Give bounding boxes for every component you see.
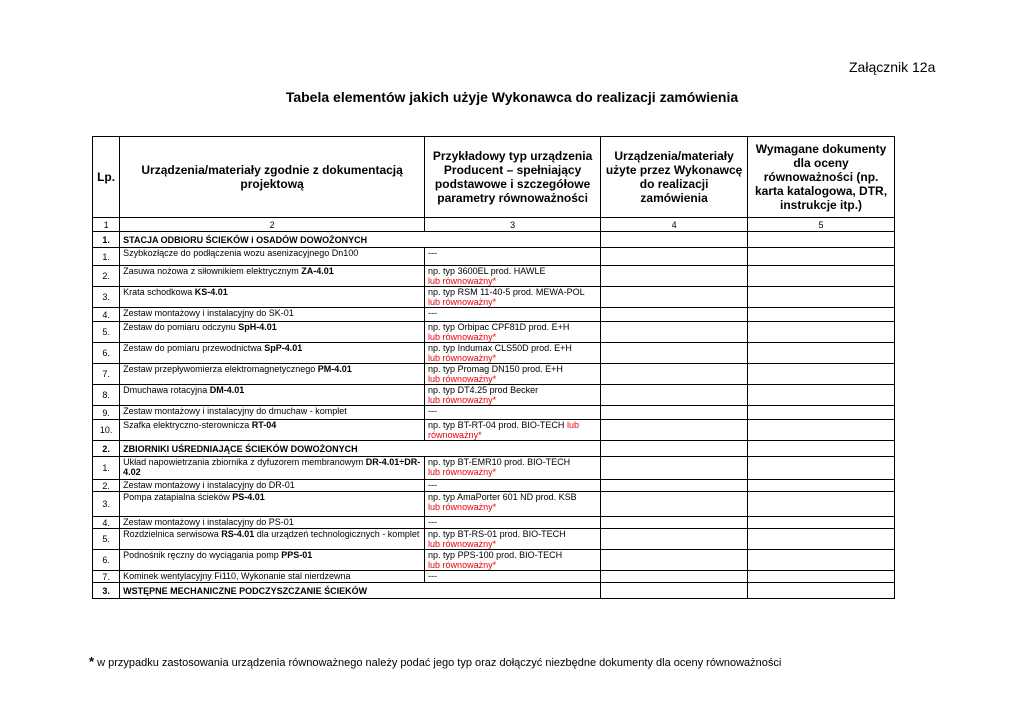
device-name: Podnośnik ręczny do wyciągania pomp	[123, 550, 282, 560]
example-type-cell	[425, 492, 601, 517]
contractor-device-cell[interactable]	[601, 287, 748, 308]
row-number: 3.	[93, 583, 120, 599]
device-symbol: ZA-4.01	[301, 266, 334, 276]
section-title: WSTĘPNE MECHANICZNE PODCZYSZCZANIE ŚCIEKÓW	[120, 583, 601, 599]
documents-cell[interactable]	[748, 287, 895, 308]
table-row	[93, 492, 895, 517]
row-number: 9.	[93, 406, 120, 420]
example-type-cell	[425, 480, 601, 492]
contractor-device-cell[interactable]	[601, 492, 748, 517]
row-number: 6.	[93, 550, 120, 571]
device-symbol: RS-4.01	[221, 529, 255, 539]
device-name: Układ napowietrzania zbiornika z dyfuzorem membranowym	[123, 457, 366, 467]
example-type-cell	[425, 308, 601, 322]
device-name: Szybkozłącze do podłączenia wozu asenizacyjnego Dn100	[123, 248, 359, 258]
documents-cell[interactable]	[748, 517, 895, 529]
table-row	[93, 529, 895, 550]
contractor-device-cell[interactable]	[601, 266, 748, 287]
documents-cell[interactable]	[748, 232, 895, 248]
row-number: 7.	[93, 571, 120, 583]
row-number: 7.	[93, 364, 120, 385]
device-description	[120, 457, 425, 480]
device-symbol: PPS-01	[281, 550, 313, 560]
column-number: 5	[748, 218, 895, 232]
contractor-device-cell[interactable]	[601, 457, 748, 480]
documents-cell[interactable]	[748, 571, 895, 583]
header-lp: Lp.	[93, 137, 120, 218]
device-symbol: DR-4.01÷DR-4.02	[123, 457, 421, 477]
example-type: ---	[428, 571, 438, 581]
device-symbol: SpH-4.01	[238, 322, 277, 332]
equivalent-note: lub równoważny*	[428, 332, 497, 342]
row-number: 2.	[93, 480, 120, 492]
equivalent-note: lub równoważny*	[428, 539, 497, 549]
contractor-device-cell[interactable]	[601, 248, 748, 266]
documents-cell[interactable]	[748, 322, 895, 343]
documents-cell[interactable]	[748, 266, 895, 287]
device-description	[120, 480, 425, 492]
annex-label: Załącznik 12a	[849, 59, 936, 75]
device-name: Krata schodkowa	[123, 287, 195, 297]
table-header-row	[93, 137, 895, 218]
header-design-devices: Urządzenia/materiały zgodnie z dokumentacją projektową	[120, 137, 425, 218]
device-name: Zestaw montażowy i instalacyjny do PS-01	[123, 517, 294, 527]
example-type: np. typ PPS-100 prod. BIO-TECH	[428, 550, 563, 560]
example-type: np. typ BT-RS-01 prod. BIO-TECH	[428, 529, 566, 539]
contractor-device-cell[interactable]	[601, 480, 748, 492]
equivalent-note: lub równoważny*	[428, 502, 497, 512]
row-number: 4.	[93, 308, 120, 322]
contractor-device-cell[interactable]	[601, 517, 748, 529]
example-type: ---	[428, 480, 438, 490]
elements-table	[92, 136, 895, 599]
example-type: np. typ BT-RT-04 prod. BIO-TECH	[428, 420, 565, 430]
example-type-cell	[425, 287, 601, 308]
contractor-device-cell[interactable]	[601, 343, 748, 364]
example-type: np. typ 3600EL prod. HAWLE	[428, 266, 546, 276]
device-description	[120, 406, 425, 420]
documents-cell[interactable]	[748, 457, 895, 480]
row-number: 6.	[93, 343, 120, 364]
footnote-text: w przypadku zastosowania urządzenia równoważnego należy podać jego typ oraz dołączyć niezbędne dokumenty dla oceny równoważności	[94, 657, 782, 669]
example-type-cell	[425, 266, 601, 287]
documents-cell[interactable]	[748, 343, 895, 364]
example-type-cell	[425, 322, 601, 343]
contractor-device-cell[interactable]	[601, 420, 748, 441]
example-type-cell	[425, 457, 601, 480]
contractor-device-cell[interactable]	[601, 322, 748, 343]
example-type: ---	[428, 308, 438, 318]
table-row	[93, 322, 895, 343]
contractor-device-cell[interactable]	[601, 406, 748, 420]
row-number: 5.	[93, 322, 120, 343]
example-type: np. typ Promag DN150 prod. E+H	[428, 364, 563, 374]
equivalent-note: lub równoważny*	[428, 395, 497, 405]
example-type: np. typ AmaPorter 601 ND prod. KSB	[428, 492, 577, 502]
row-number: 3.	[93, 492, 120, 517]
example-type: np. typ Indumax CLS50D prod. E+H	[428, 343, 572, 353]
table-row	[93, 287, 895, 308]
device-description	[120, 308, 425, 322]
table-row	[93, 266, 895, 287]
section-row	[93, 232, 895, 248]
example-type-cell	[425, 571, 601, 583]
example-type-cell	[425, 517, 601, 529]
example-type: ---	[428, 406, 438, 416]
device-description	[120, 571, 425, 583]
page-title: Tabela elementów jakich użyje Wykonawca do realizacji zamówienia	[285, 89, 739, 105]
device-symbol: DM-4.01	[209, 385, 245, 395]
column-number-row	[93, 218, 895, 232]
example-type-cell	[425, 420, 601, 441]
contractor-device-cell[interactable]	[601, 571, 748, 583]
device-description	[120, 492, 425, 517]
device-description	[120, 550, 425, 571]
table-row	[93, 343, 895, 364]
table-row	[93, 364, 895, 385]
device-name: Rozdzielnica serwisowa	[123, 529, 222, 539]
contractor-device-cell[interactable]	[601, 583, 748, 599]
column-number: 4	[601, 218, 748, 232]
section-row	[93, 583, 895, 599]
row-number: 1.	[93, 457, 120, 480]
header-required-documents: Wymagane dokumenty dla oceny równoważności (np. karta katalogowa, DTR, instrukcje itp.)	[748, 137, 895, 218]
example-type: np. typ DT4.25 prod Becker	[428, 385, 539, 395]
column-number: 3	[425, 218, 601, 232]
documents-cell[interactable]	[748, 364, 895, 385]
documents-cell[interactable]	[748, 385, 895, 406]
device-name: Szafka elektryczno-sterownicza	[123, 420, 252, 430]
device-name: Zestaw montażowy i instalacyjny do SK-01	[123, 308, 294, 318]
device-name: Pompa zatapialna ścieków	[123, 492, 233, 502]
documents-cell[interactable]	[748, 480, 895, 492]
contractor-device-cell[interactable]	[601, 308, 748, 322]
device-description	[120, 420, 425, 441]
table-row	[93, 550, 895, 571]
row-number: 1.	[93, 232, 120, 248]
equivalent-note: lub równoważny*	[428, 353, 497, 363]
device-description	[120, 266, 425, 287]
documents-cell[interactable]	[748, 441, 895, 457]
section-title: ZBIORNIKI UŚREDNIAJĄCE ŚCIEKÓW DOWOŻONYCH	[120, 441, 601, 457]
device-name: Zestaw przepływomierza elektromagnetycznego	[123, 364, 318, 374]
example-type: ---	[428, 248, 438, 258]
device-name: Kominek wentylacyjny Fi110, Wykonanie stal nierdzewna	[123, 571, 351, 581]
documents-cell[interactable]	[748, 308, 895, 322]
table-row	[93, 406, 895, 420]
footnote-star: *	[89, 654, 95, 669]
device-description	[120, 529, 425, 550]
example-type-cell	[425, 248, 601, 266]
table-row	[93, 308, 895, 322]
header-contractor-devices: Urządzenia/materiały użyte przez Wykonawcę do realizacji zamówienia	[601, 137, 748, 218]
contractor-device-cell[interactable]	[601, 385, 748, 406]
row-number: 2.	[93, 441, 120, 457]
example-type-cell	[425, 550, 601, 571]
contractor-device-cell[interactable]	[601, 441, 748, 457]
table-row	[93, 385, 895, 406]
documents-cell[interactable]	[748, 406, 895, 420]
row-number: 4.	[93, 517, 120, 529]
device-name: Zasuwa nożowa z siłownikiem elektrycznym	[123, 266, 302, 276]
section-title: STACJA ODBIORU ŚCIEKÓW i OSADÓW DOWOŻONYCH	[120, 232, 601, 248]
example-type-cell	[425, 529, 601, 550]
table-row	[93, 248, 895, 266]
example-type-cell	[425, 364, 601, 385]
device-name: Zestaw montażowy i instalacyjny do DR-01	[123, 480, 295, 490]
device-description	[120, 322, 425, 343]
device-symbol: RT-04	[251, 420, 277, 430]
contractor-device-cell[interactable]	[601, 529, 748, 550]
device-name: Zestaw do pomiaru przewodnictwa	[123, 343, 265, 353]
equivalent-note: lub równoważny*	[428, 374, 497, 384]
device-name: Dmuchawa rotacyjna	[123, 385, 210, 395]
device-description	[120, 385, 425, 406]
row-number: 1.	[93, 248, 120, 266]
footnote	[89, 654, 781, 669]
table-row	[93, 420, 895, 441]
row-number: 3.	[93, 287, 120, 308]
equivalent-note: lub równoważny*	[428, 297, 497, 307]
documents-cell[interactable]	[748, 248, 895, 266]
documents-cell[interactable]	[748, 492, 895, 517]
device-description	[120, 248, 425, 266]
table-row	[93, 517, 895, 529]
table-row	[93, 480, 895, 492]
contractor-device-cell[interactable]	[601, 232, 748, 248]
equivalent-note: lub równoważny*	[428, 560, 497, 570]
row-number: 5.	[93, 529, 120, 550]
device-description	[120, 343, 425, 364]
equivalent-note: lub równoważny*	[428, 420, 579, 440]
header-example-type: Przykładowy typ urządzenia Producent – spełniający podstawowe i szczegółowe parametry równoważności	[425, 137, 601, 218]
example-type: np. typ BT-EMR10 prod. BIO-TECH	[428, 457, 571, 467]
documents-cell[interactable]	[748, 420, 895, 441]
example-type-cell	[425, 343, 601, 364]
device-name: Zestaw montażowy i instalacyjny do dmuchaw - komplet	[123, 406, 347, 416]
contractor-device-cell[interactable]	[601, 364, 748, 385]
example-type-cell	[425, 385, 601, 406]
row-number: 10.	[93, 420, 120, 441]
documents-cell[interactable]	[748, 583, 895, 599]
column-number: 1	[93, 218, 120, 232]
column-number: 2	[120, 218, 425, 232]
table-row	[93, 571, 895, 583]
contractor-device-cell[interactable]	[601, 550, 748, 571]
device-description	[120, 287, 425, 308]
documents-cell[interactable]	[748, 550, 895, 571]
equivalent-note: lub równoważny*	[428, 276, 497, 286]
table-row	[93, 457, 895, 480]
device-symbol: KS-4.01	[194, 287, 228, 297]
device-description	[120, 517, 425, 529]
row-number: 2.	[93, 266, 120, 287]
device-description	[120, 364, 425, 385]
example-type: ---	[428, 517, 438, 527]
equivalent-note: lub równoważny*	[428, 467, 497, 477]
device-name: Zestaw do pomiaru odczynu	[123, 322, 239, 332]
documents-cell[interactable]	[748, 529, 895, 550]
device-symbol: PM-4.01	[317, 364, 352, 374]
example-type: np. typ RSM 11-40-5 prod. MEWA-POL	[428, 287, 585, 297]
row-number: 8.	[93, 385, 120, 406]
device-symbol: PS-4.01	[232, 492, 265, 502]
example-type: np. typ Orbipac CPF81D prod. E+H	[428, 322, 570, 332]
device-name-suffix: dla urządzeń technologicznych - komplet	[254, 529, 420, 539]
device-symbol: SpP-4.01	[264, 343, 303, 353]
example-type-cell	[425, 406, 601, 420]
section-row	[93, 441, 895, 457]
